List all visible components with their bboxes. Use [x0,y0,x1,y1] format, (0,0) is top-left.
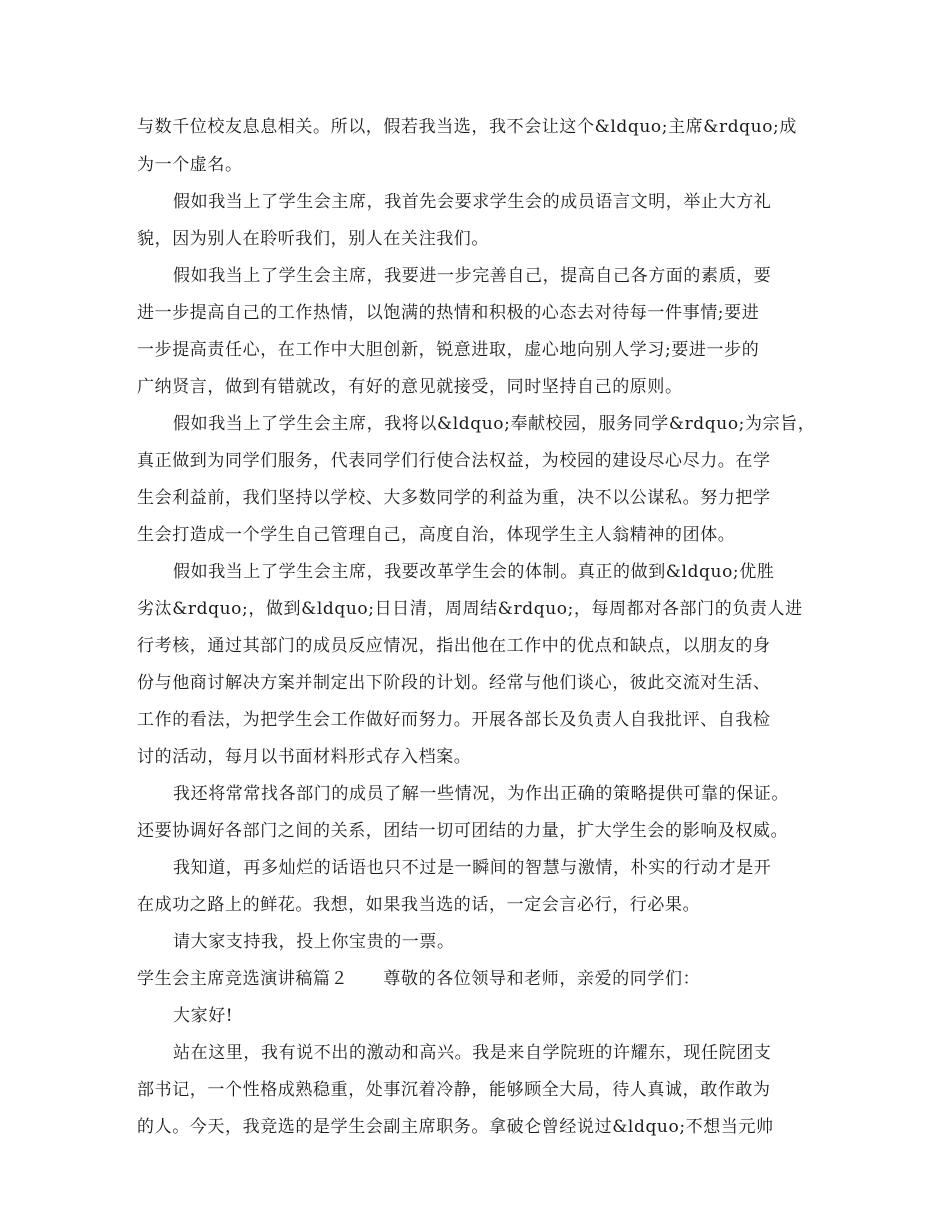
text-line: 还要协调好各部门之间的关系，团结一切可团结的力量，扩大学生会的影响及权威。 [137,821,789,841]
text-line: 真正做到为同学们服务，代表同学们行使合法权益，为校园的建设尽心尽力。在学 [137,451,771,471]
paragraph-first-line: 假如我当上了学生会主席，我要改革学生会的体制。真正的做到&ldquo;优胜 [173,562,775,582]
text-line: 一步提高责任心，在工作中大胆创新，锐意进取，虚心地向别人学习;要进一步的 [137,340,760,360]
text-line: 的人。今天，我竞选的是学生会副主席职务。拿破仑曾经说过&ldquo;不想当元帅 [137,1117,774,1137]
paragraph-first-line: 假如我当上了学生会主席，我要进一步完善自己，提高自己各方面的素质，要 [173,266,772,286]
paragraph-first-line: 请大家支持我，投上你宝贵的一票。 [173,932,455,952]
greeting-line: 大家好! [173,1006,234,1026]
section-heading-line: 学生会主席竞选演讲稿篇２ 尊敬的各位领导和老师，亲爱的同学们： [137,969,701,989]
paragraph-first-line: 站在这里，我有说不出的激动和高兴。我是来自学院班的许耀东，现任院团支 [173,1043,772,1063]
paragraph-first-line: 我知道，再多灿烂的话语也只不过是一瞬间的智慧与激情，朴实的行动才是开 [173,858,772,878]
text-line: 行考核，通过其部门的成员反应情况，指出他在工作中的优点和缺点，以朋友的身 [137,636,771,656]
text-line: 广纳贤言，做到有错就改，有好的意见就接受，同时坚持自己的原则。 [137,377,683,397]
text-line: 工作的看法，为把学生会工作做好而努力。开展各部长及负责人自我批评、自我检 [137,710,771,730]
text-line: 进一步提高自己的工作热情，以饱满的热情和积极的心态去对待每一件事情;要进 [137,303,760,323]
text-line: 为一个虚名。 [137,155,243,175]
text-line: 劣汰&rdquo;，做到&ldquo;日日清，周周结&rdquo;，每周都对各部门的负责人进 [137,599,803,619]
text-line: 貌，因为别人在聆听我们，别人在关注我们。 [137,229,489,249]
text-line: 生会利益前，我们坚持以学校、大多数同学的利益为重，决不以公谋私。努力把学 [137,488,771,508]
paragraph-first-line: 我还将常常找各部门的成员了解一些情况，为作出正确的策略提供可靠的保证。 [173,784,789,804]
text-line: 生会打造成一个学生自己管理自己，高度自治，体现学生主人翁精神的团体。 [137,525,736,545]
text-line: 份与他商讨解决方案并制定出下阶段的计划。经常与他们谈心，彼此交流对生活、 [137,673,771,693]
paragraph-first-line: 假如我当上了学生会主席，我将以&ldquo;奉献校园，服务同学&rdquo;为宗旨， [173,414,816,434]
text-line: 讨的活动，每月以书面材料形式存入档案。 [137,747,472,767]
text-line: 部书记，一个性格成熟稳重，处事沉着冷静，能够顾全大局，待人真诚，敢作敢为 [137,1080,771,1100]
text-line: 与数千位校友息息相关。所以，假若我当选，我不会让这个&ldquo;主席&rdquo;成 [137,117,797,137]
paragraph-first-line: 假如我当上了学生会主席，我首先会要求学生会的成员语言文明，举止大方礼 [173,192,772,212]
text-line: 在成功之路上的鲜花。我想，如果我当选的话，一定会言必行，行必果。 [137,895,701,915]
